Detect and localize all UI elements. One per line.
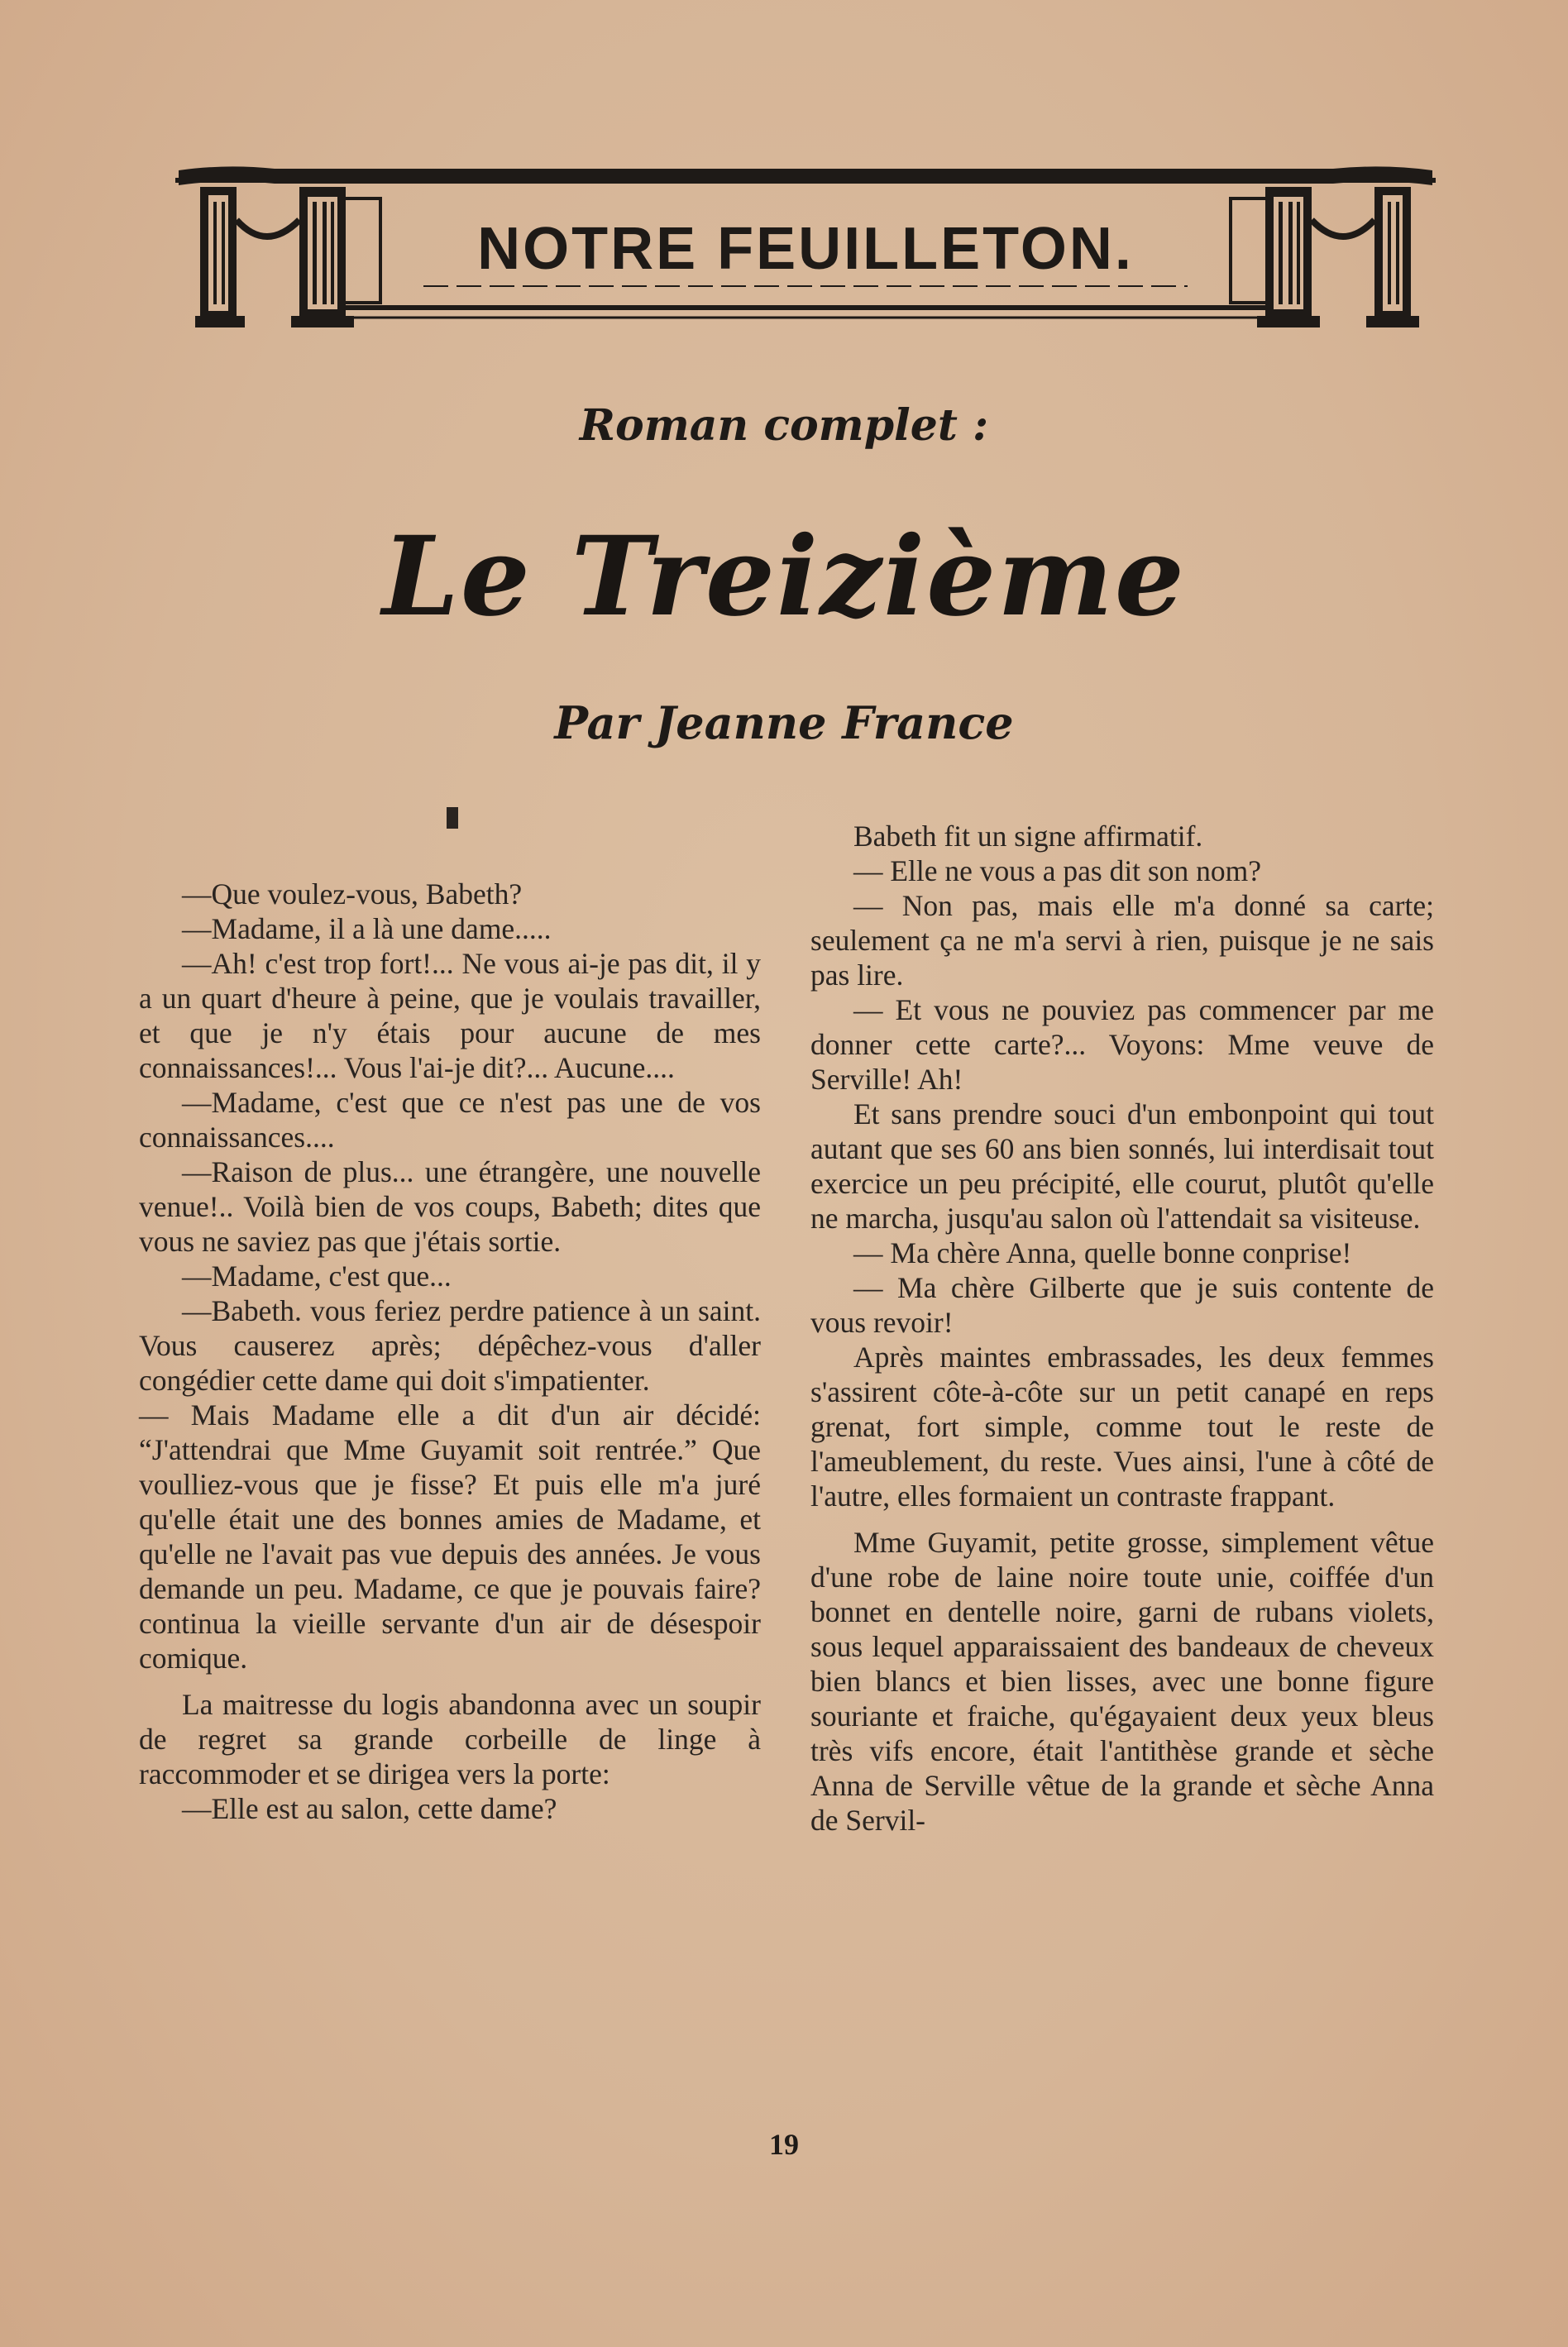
paragraph: —Madame, c'est que ce n'est pas une de vos connaissances.... (139, 1086, 761, 1154)
paragraph: — Non pas, mais elle m'a donné sa carte; seulement ça ne m'a servi à rien, puisque je ne sais pas lire. (810, 889, 1434, 992)
paragraph: — Ma chère Gilberte que je suis contente de vous revoir! (810, 1271, 1434, 1339)
subtitle: Roman complet : (579, 400, 989, 451)
paragraph: La maitresse du logis abandonna avec un soupir de regret sa grande corbeille de linge à raccommoder et se dirigea vers la porte: (139, 1688, 761, 1790)
paragraph: Mme Guyamit, petite grosse, simplement vêtue d'une robe de laine noire toute unie, coiffée d'un bonnet en dentelle noire, garni de rubans violets, sous lequel apparaissaient des bandeaux de cheveux bien blancs et bien lisses, avec une bonne figure souriante et fraiche, qu'égayaient deux yeux bleus très vifs encore, était l'antithèse grande et sèche Anna de Serville vêtue de la grande et sèche Anna de Servil- (810, 1526, 1434, 1837)
feuilleton-banner (175, 162, 1436, 339)
paragraph: — Mais Madame elle a dit d'un air décidé: “J'attendrai que Mme Guyamit soit rentrée.” Que voulliez-vous que je fisse? Et puis elle m'a juré qu'elle était une des bonnes amies de Madame, et qu'elle ne l'avait pas vue depuis des années. Je vous demande un peu. Madame, ce que je pouvais faire? continua la vieille servante d'un air de désespoir comique. (139, 1398, 761, 1675)
paragraph: Et sans prendre souci d'un embonpoint qui tout autant que ses 60 ans bien sonnés, lui interdisait tout exercice un peu précipité, elle courut, plutôt qu'elle ne marcha, jusqu'au salon où l'attendait sa visiteuse. (810, 1097, 1434, 1235)
paragraph: —Madame, il a là une dame..... (182, 912, 552, 945)
paragraph: —Raison de plus... une étrangère, une nouvelle venue!.. Voilà bien de vos coups, Babeth; dites que vous ne saviez pas que j'étais sortie. (139, 1155, 761, 1258)
paragraph: —Ah! c'est trop fort!... Ne vous ai-je pas dit, il y a un quart d'heure à peine, que je voulais travailler, et que je n'y étais pour aucune de mes connaissances!... Vous l'ai-je dit?... Aucune.... (139, 947, 761, 1084)
byline: Par Jeanne France (554, 696, 1014, 749)
paragraph: —Elle est au salon, cette dame? (182, 1792, 557, 1825)
story-title: Le Treizième (382, 513, 1186, 641)
paragraph: Après maintes embrassades, les deux femmes s'assirent côte-à-côte sur un petit canapé en reps grenat, fort simple, comme tout le reste de l'ameublement, du reste. Vues ainsi, l'une à côté de l'autre, elles formaient un contraste frappant. (810, 1341, 1434, 1513)
paragraph: —Madame, c'est que... (182, 1260, 452, 1293)
paragraph: — Elle ne vous a pas dit son nom? (853, 854, 1261, 887)
paragraph: —Que voulez-vous, Babeth? (182, 877, 523, 911)
paragraph: — Ma chère Anna, quelle bonne conprise! (853, 1236, 1352, 1269)
right-column (810, 819, 1434, 1838)
banner-title: NOTRE FEUILLETON. (477, 216, 1134, 282)
paragraph: —Babeth. vous feriez perdre patience à un saint. Vous causerez après; dépêchez-vous d'aller congédier cette dame qui doit s'impatienter. (139, 1294, 761, 1397)
paragraph: Babeth fit un signe affirmatif. (853, 820, 1203, 853)
section-mark (447, 807, 458, 829)
paragraph: — Et vous ne pouviez pas commencer par me donner cette carte?... Voyons: Mme veuve de Serville! Ah! (810, 993, 1434, 1096)
page-number: 19 (769, 2128, 799, 2161)
left-column (139, 877, 761, 1826)
